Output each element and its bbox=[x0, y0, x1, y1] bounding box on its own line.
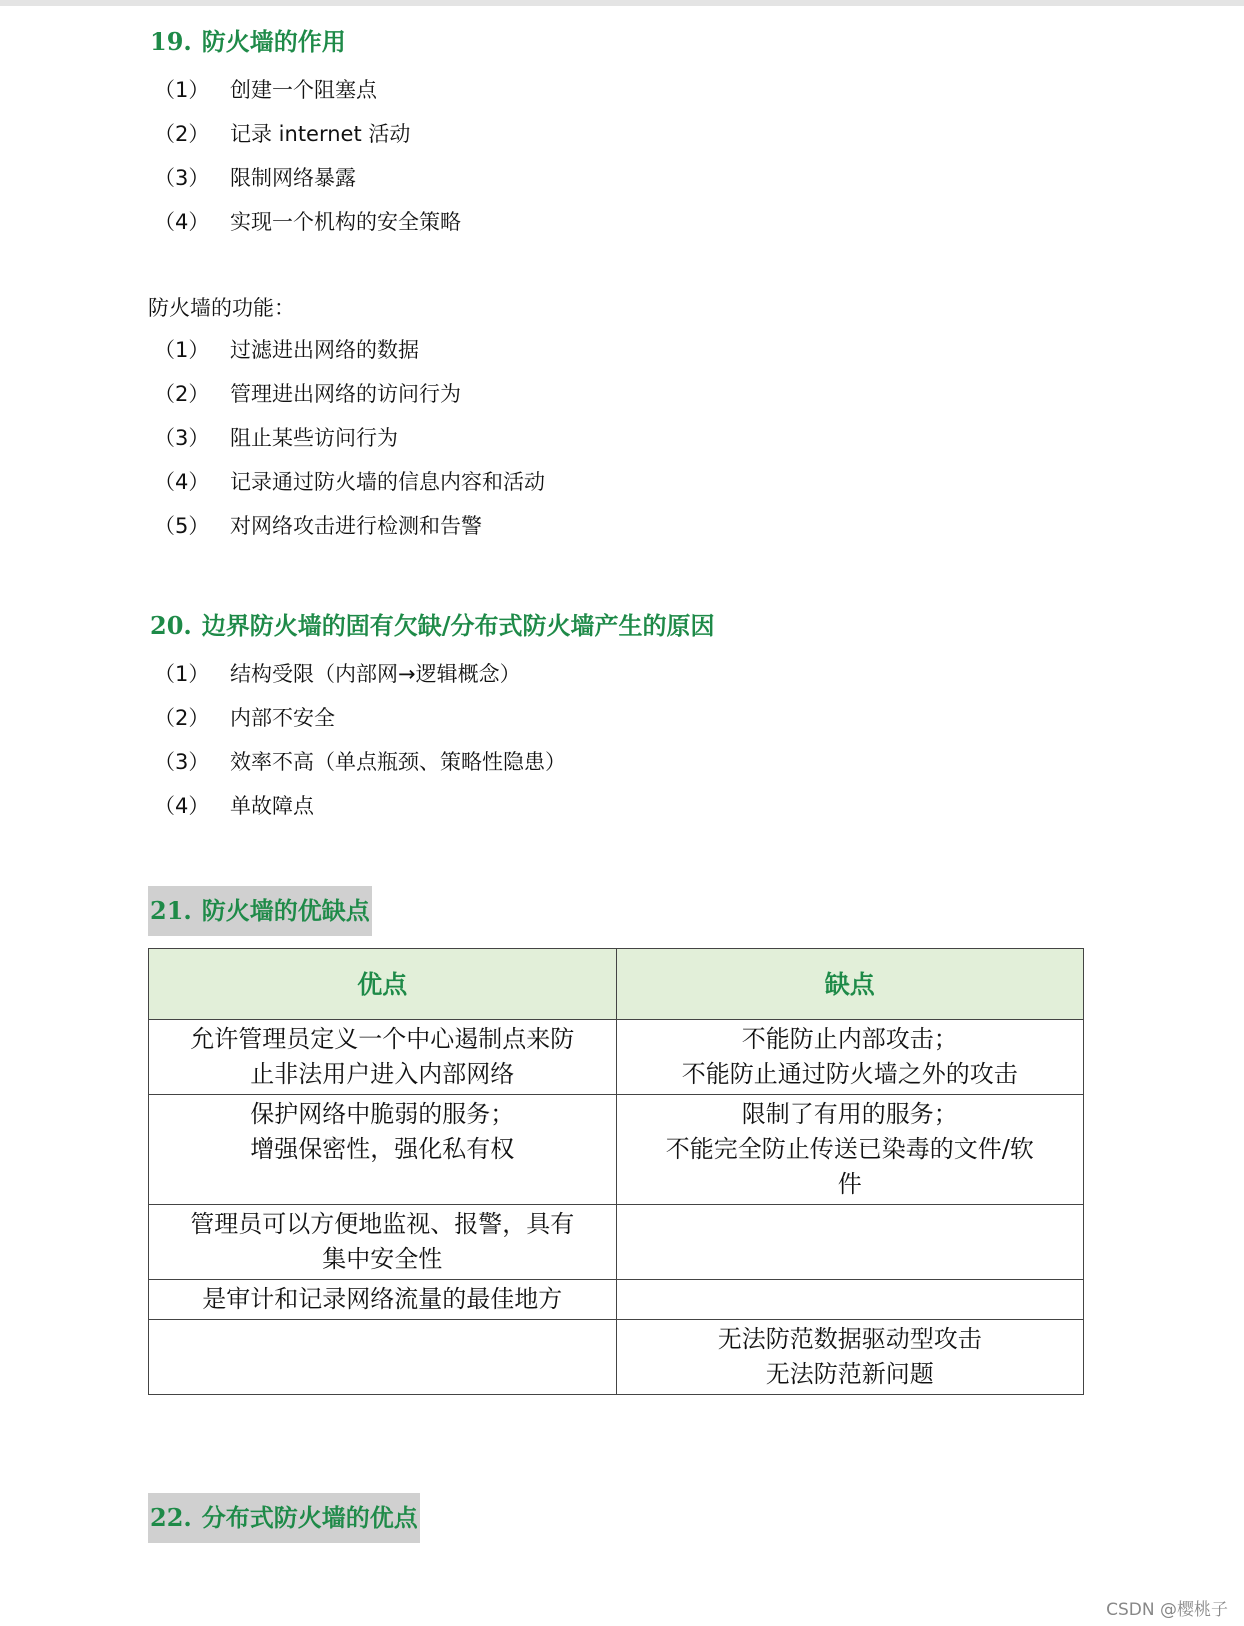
cell-line: 不能完全防止传送已染毒的文件/软 bbox=[665, 1135, 1034, 1163]
item-index: （4） bbox=[154, 470, 210, 494]
item-text: 管理进出网络的访问行为 bbox=[230, 382, 461, 406]
cell-line: 是审计和记录网络流量的最佳地方 bbox=[202, 1285, 563, 1313]
cell-line: 允许管理员定义一个中心遏制点来防 bbox=[190, 1025, 575, 1053]
section-22-heading bbox=[148, 1493, 420, 1543]
section-21 bbox=[148, 886, 1088, 936]
item-text: 结构受限（内部网→逻辑概念） bbox=[230, 662, 521, 686]
pros-header: 优点 bbox=[149, 949, 617, 1020]
list-item bbox=[148, 740, 1088, 784]
item-text: 阻止某些访问行为 bbox=[230, 426, 398, 450]
list-item bbox=[148, 156, 1088, 200]
list-item bbox=[148, 784, 1088, 828]
cell-line: 限制了有用的服务； bbox=[741, 1100, 958, 1128]
cell-line: 保护网络中脆弱的服务； bbox=[250, 1100, 515, 1128]
section-19-number: 19. bbox=[150, 27, 192, 56]
item-index: （2） bbox=[154, 382, 210, 406]
cons-cell bbox=[616, 1205, 1084, 1280]
list-item bbox=[148, 200, 1088, 244]
section-22-title: 分布式防火墙的优点 bbox=[201, 1503, 418, 1532]
cons-cell bbox=[616, 1320, 1084, 1395]
functions-list bbox=[148, 328, 1088, 548]
item-index: （3） bbox=[154, 426, 210, 450]
item-text: 实现一个机构的安全策略 bbox=[230, 210, 461, 234]
pros-cell bbox=[149, 1280, 617, 1320]
pros-cell bbox=[149, 1320, 617, 1395]
pros-cell bbox=[149, 1205, 617, 1280]
pros-cell bbox=[149, 1020, 617, 1095]
item-index: （3） bbox=[154, 166, 210, 190]
item-index: （4） bbox=[154, 794, 210, 818]
item-text: 效率不高（单点瓶颈、策略性隐患） bbox=[230, 750, 566, 774]
item-index: （2） bbox=[154, 122, 210, 146]
item-index: （5） bbox=[154, 514, 210, 538]
list-item bbox=[148, 416, 1088, 460]
cons-cell bbox=[616, 1095, 1084, 1205]
section-19-list bbox=[148, 68, 1088, 244]
item-text: 单故障点 bbox=[230, 794, 314, 818]
section-19 bbox=[148, 22, 1088, 64]
section-22-number: 22. bbox=[150, 1503, 192, 1532]
cell-line: 集中安全性 bbox=[322, 1245, 443, 1273]
section-19-heading bbox=[148, 22, 348, 62]
item-text: 创建一个阻塞点 bbox=[230, 78, 377, 102]
cell-line: 止非法用户进入内部网络 bbox=[250, 1060, 515, 1088]
section-20-title: 边界防火墙的固有欠缺/分布式防火墙产生的原因 bbox=[201, 611, 715, 640]
list-item bbox=[148, 372, 1088, 416]
cell-line: 件 bbox=[837, 1170, 862, 1198]
list-item bbox=[148, 112, 1088, 156]
cell-line: 不能防止内部攻击； bbox=[741, 1025, 958, 1053]
section-20-heading bbox=[148, 606, 717, 646]
item-index: （1） bbox=[154, 338, 210, 362]
top-border bbox=[0, 0, 1244, 6]
section-21-title: 防火墙的优缺点 bbox=[201, 896, 370, 925]
item-index: （1） bbox=[154, 662, 210, 686]
table-row bbox=[149, 1280, 1084, 1320]
cons-header: 缺点 bbox=[616, 949, 1084, 1020]
list-item bbox=[148, 652, 1088, 696]
item-index: （4） bbox=[154, 210, 210, 234]
item-text: 记录通过防火墙的信息内容和活动 bbox=[230, 470, 545, 494]
item-index: （1） bbox=[154, 78, 210, 102]
section-21-heading bbox=[148, 886, 372, 936]
table-row bbox=[149, 1320, 1084, 1395]
list-item bbox=[148, 504, 1088, 548]
item-text: 记录 internet 活动 bbox=[230, 122, 411, 146]
table-row bbox=[149, 1205, 1084, 1280]
document-body bbox=[148, 22, 1088, 1543]
item-index: （3） bbox=[154, 750, 210, 774]
item-text: 对网络攻击进行检测和告警 bbox=[230, 514, 482, 538]
section-22 bbox=[148, 1493, 1088, 1543]
section-20 bbox=[148, 606, 1088, 648]
pros-cell bbox=[149, 1095, 617, 1205]
section-20-number: 20. bbox=[150, 611, 192, 640]
cell-line: 管理员可以方便地监视、报警，具有 bbox=[190, 1210, 575, 1238]
item-text: 过滤进出网络的数据 bbox=[230, 338, 419, 362]
table-row bbox=[149, 1095, 1084, 1205]
list-item bbox=[148, 460, 1088, 504]
list-item bbox=[148, 696, 1088, 740]
item-text: 内部不安全 bbox=[230, 706, 335, 730]
item-index: （2） bbox=[154, 706, 210, 730]
table-header-row bbox=[149, 949, 1084, 1020]
cons-cell bbox=[616, 1280, 1084, 1320]
section-19-title: 防火墙的作用 bbox=[201, 27, 346, 56]
section-21-number: 21. bbox=[150, 896, 192, 925]
list-item bbox=[148, 328, 1088, 372]
cons-cell bbox=[616, 1020, 1084, 1095]
functions-label: 防火墙的功能： bbox=[148, 296, 295, 320]
pros-cons-table bbox=[148, 948, 1084, 1395]
cell-line: 增强保密性，强化私有权 bbox=[250, 1135, 515, 1163]
section-20-list bbox=[148, 652, 1088, 828]
table-row bbox=[149, 1020, 1084, 1095]
cell-line: 不能防止通过防火墙之外的攻击 bbox=[681, 1060, 1018, 1088]
cell-line: 无法防范新问题 bbox=[765, 1360, 934, 1388]
watermark: CSDN @樱桃子 bbox=[1106, 1600, 1228, 1620]
cell-line: 无法防范数据驱动型攻击 bbox=[717, 1325, 982, 1353]
list-item bbox=[148, 68, 1088, 112]
item-text: 限制网络暴露 bbox=[230, 166, 356, 190]
